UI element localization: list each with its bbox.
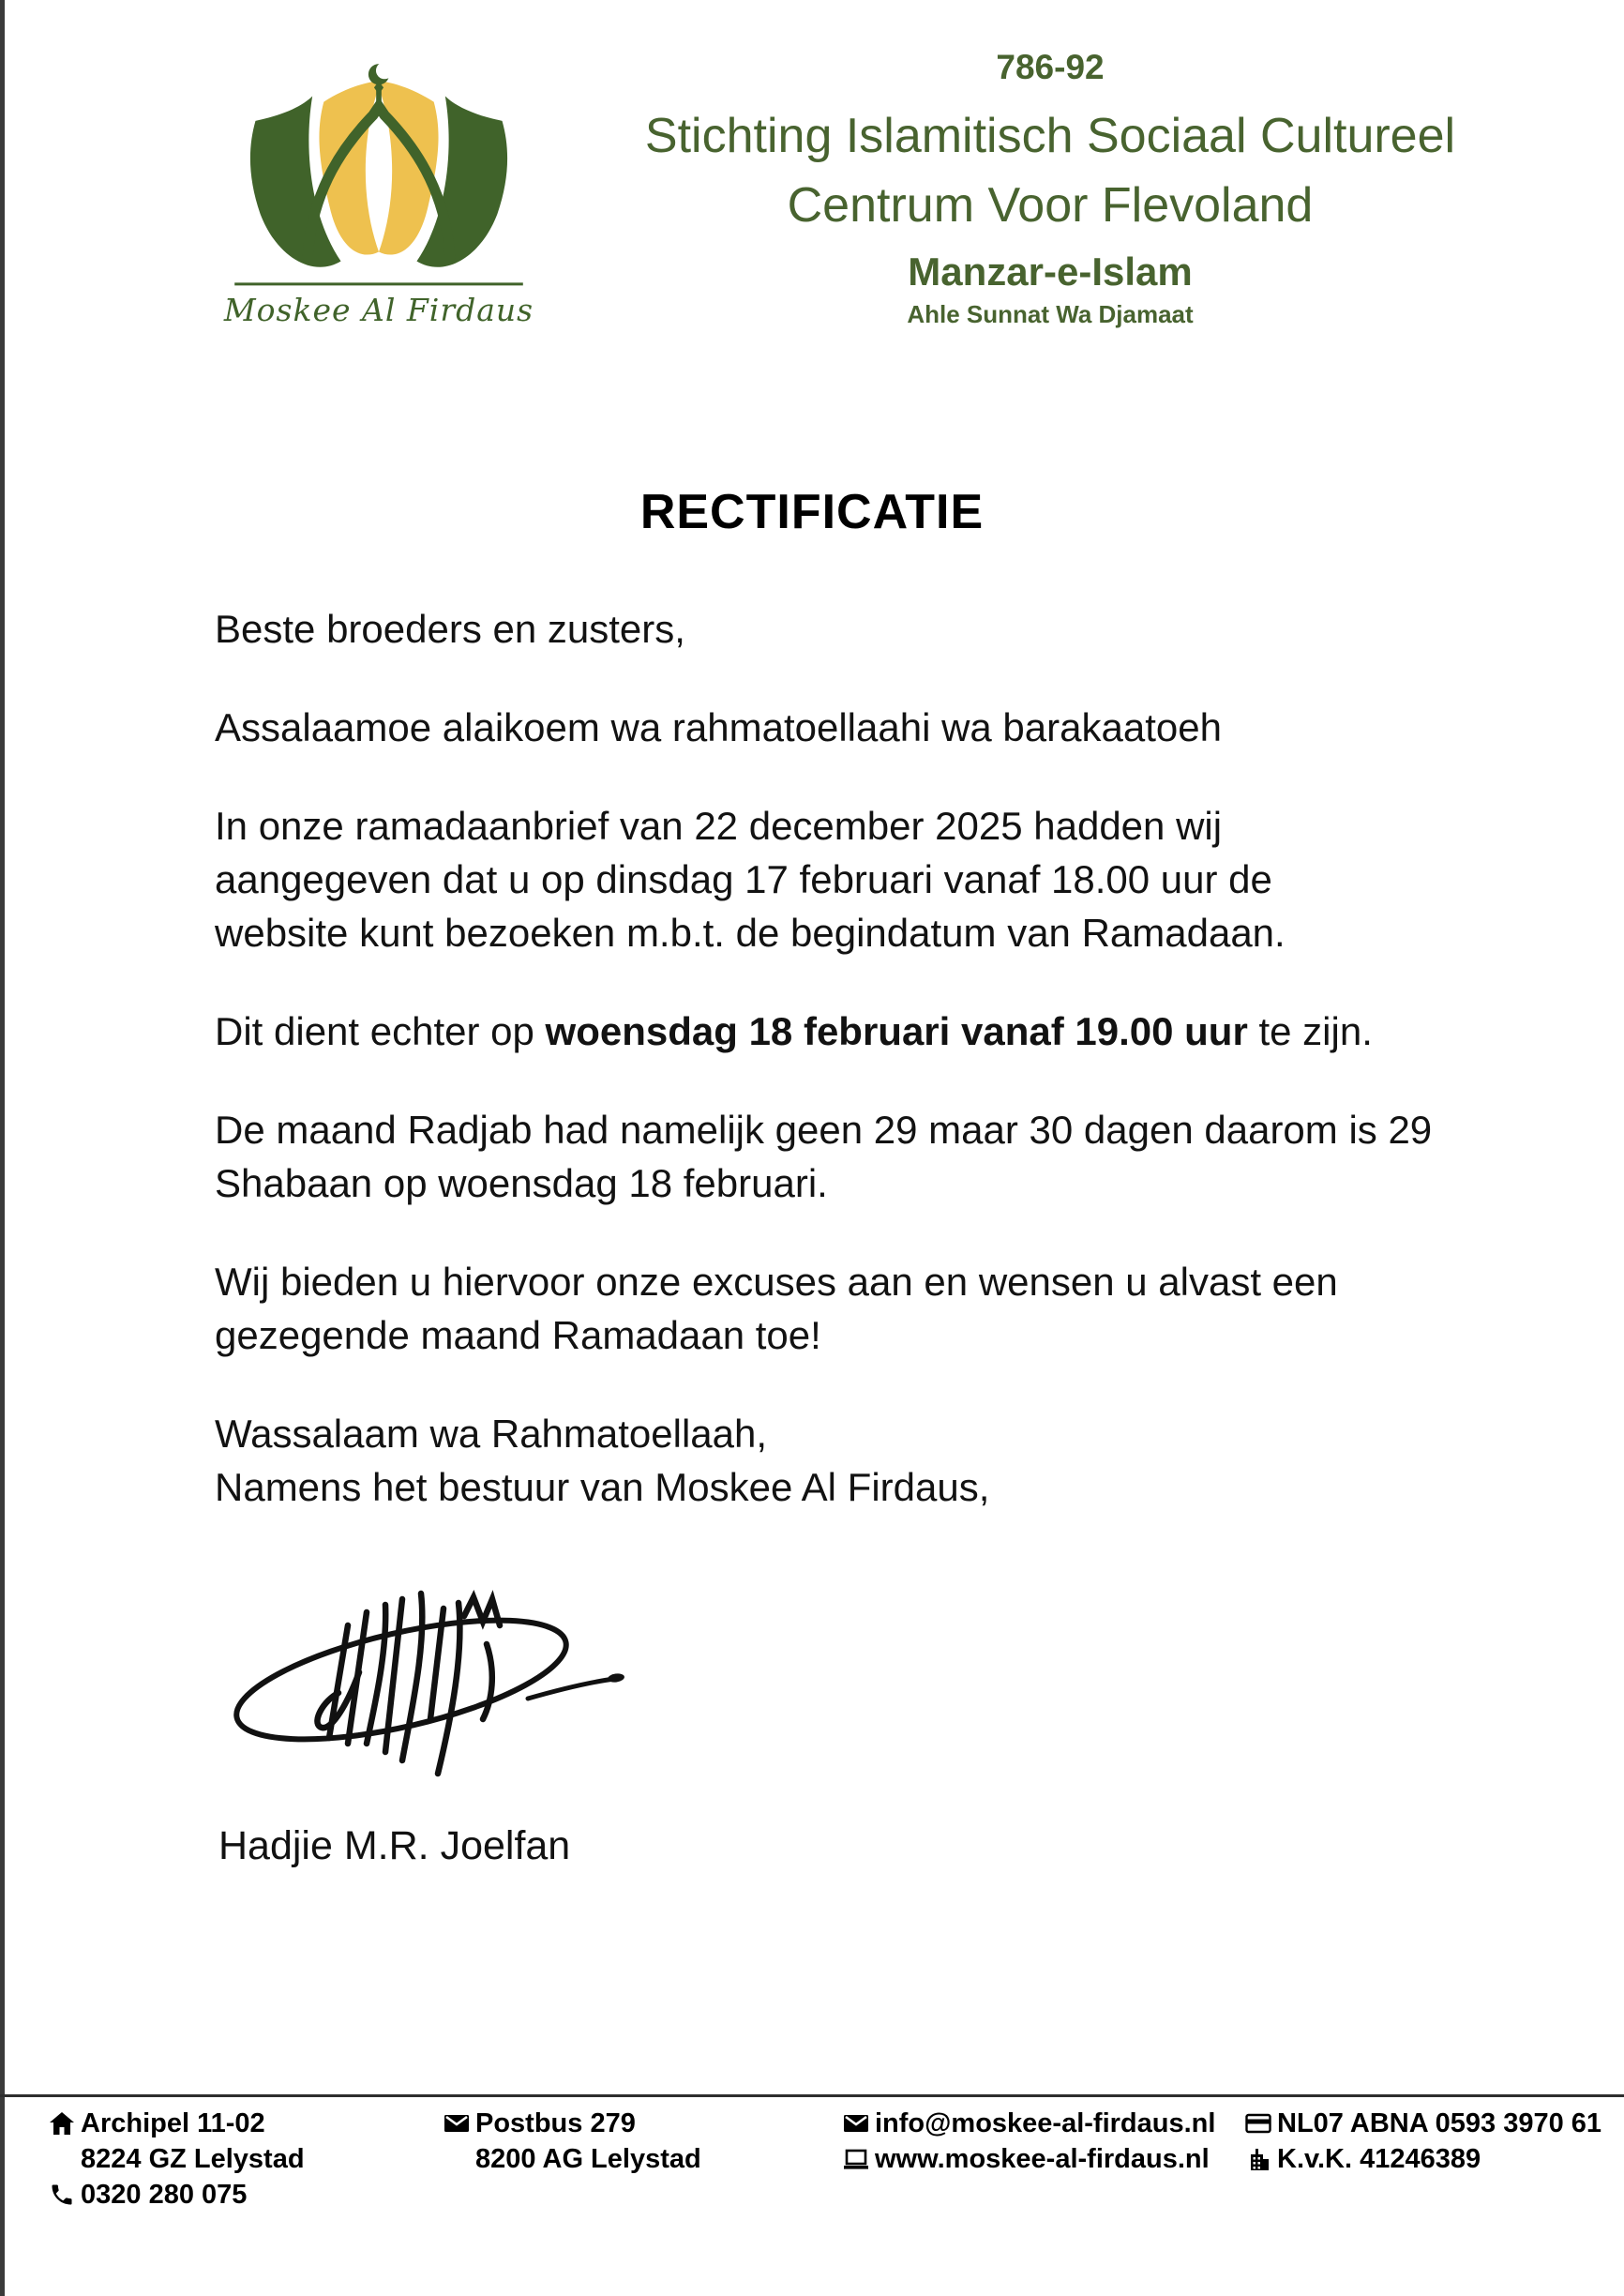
footer-column	[843, 2106, 1215, 2177]
mail-icon	[444, 2110, 475, 2137]
paragraph	[215, 602, 1490, 656]
footer-separator-line	[0, 2094, 1624, 2097]
org-subtitle: Manzar-e-Islam	[908, 249, 1193, 294]
bold-text-run: woensdag 18 februari vanaf 19.00 uur	[545, 1009, 1248, 1053]
text-run: Assalaamoe alaikoem wa rahmatoellaahi wa barakaatoeh	[215, 705, 1222, 749]
text-run: website kunt bezoeken m.b.t. de begindatum van Ramadaan.	[215, 911, 1286, 955]
footer-columns	[0, 2106, 1624, 2256]
phone-icon	[49, 2182, 81, 2208]
org-name-line1: Stichting Islamitisch Sociaal Cultureel	[644, 109, 1456, 163]
footer-row	[444, 2141, 701, 2177]
org-block	[609, 47, 1491, 328]
signature-block	[218, 1560, 669, 1869]
text-run: Dit dient echter op	[215, 1009, 546, 1053]
footer-row	[1245, 2141, 1601, 2177]
footer-row	[49, 2106, 305, 2141]
footer-row	[49, 2177, 305, 2213]
footer-row	[444, 2106, 701, 2141]
footer-text: 0320 280 075	[81, 2179, 248, 2210]
signatory-name: Hadjie M.R. Joelfan	[218, 1823, 571, 1868]
org-name-line2: Centrum Voor Flevoland	[787, 178, 1314, 233]
body-line	[215, 1004, 1490, 1058]
footer-text: 8200 AG Lelystad	[475, 2143, 701, 2174]
footer-text: info@moskee-al-firdaus.nl	[875, 2107, 1216, 2138]
body-line	[215, 853, 1490, 906]
body-line	[215, 1460, 1490, 1514]
body-line	[215, 701, 1490, 754]
paragraph	[215, 799, 1490, 959]
footer-text: Postbus 279	[475, 2107, 636, 2138]
org-subtitle-2: Ahle Sunnat Wa Djamaat	[907, 300, 1194, 328]
paragraph	[215, 1255, 1490, 1362]
paragraph	[215, 1103, 1490, 1210]
footer-row	[49, 2141, 305, 2177]
footer-text: K.v.K. 41246389	[1277, 2143, 1481, 2174]
card-icon	[1245, 2110, 1277, 2137]
body-line	[215, 1255, 1490, 1308]
body-line	[215, 906, 1490, 959]
body-line	[215, 1308, 1490, 1362]
page-left-border-line	[0, 0, 5, 2296]
signature-image	[218, 1560, 631, 1780]
letter-title: RECTIFICATIE	[639, 485, 985, 539]
text-run: De maand Radjab had namelijk geen 29 maar 30 dagen daarom is 29	[215, 1108, 1433, 1152]
text-run: gezegende maand Ramadaan toe!	[215, 1313, 821, 1357]
logo-text: Moskee Al Firdaus	[223, 292, 534, 328]
org-number: 786-92	[996, 48, 1105, 86]
text-run: Wassalaam wa Rahmatoellaah,	[215, 1412, 768, 1456]
building-icon	[1245, 2146, 1277, 2172]
footer-row	[843, 2141, 1215, 2177]
body-line	[215, 799, 1490, 853]
text-run: aangegeven dat u op dinsdag 17 februari vanaf 18.00 uur de	[215, 857, 1272, 901]
footer-column	[1245, 2106, 1601, 2177]
mosque-logo	[214, 62, 544, 328]
text-run: Wij bieden u hiervoor onze excuses aan en wensen u alvast een	[215, 1260, 1338, 1304]
text-run: Namens het bestuur van Moskee Al Firdaus,	[215, 1465, 990, 1509]
footer-row	[1245, 2106, 1601, 2141]
footer-column	[49, 2106, 305, 2213]
home-icon	[49, 2110, 81, 2137]
text-run: Shabaan op woensdag 18 februari.	[215, 1161, 828, 1205]
text-run: te zijn.	[1247, 1009, 1373, 1053]
text-run: In onze ramadaanbrief van 22 december 2025 hadden wij	[215, 804, 1223, 848]
footer-text: NL07 ABNA 0593 3970 61	[1277, 2107, 1602, 2138]
footer-column	[444, 2106, 701, 2177]
body-line	[215, 602, 1490, 656]
paragraph	[215, 701, 1490, 754]
mosque-logo-graphic	[218, 62, 540, 290]
footer-text: www.moskee-al-firdaus.nl	[875, 2143, 1210, 2174]
body-line	[215, 1103, 1490, 1156]
laptop-icon	[843, 2146, 875, 2172]
body-line	[215, 1156, 1490, 1210]
footer-text: Archipel 11-02	[81, 2107, 265, 2138]
mail-icon	[843, 2110, 875, 2137]
footer-row	[843, 2106, 1215, 2141]
text-run: Beste broeders en zusters,	[215, 607, 685, 651]
body-line	[215, 1407, 1490, 1460]
footer-text: 8224 GZ Lelystad	[81, 2143, 305, 2174]
letter-body	[215, 602, 1490, 1559]
paragraph	[215, 1004, 1490, 1058]
paragraph	[215, 1407, 1490, 1514]
